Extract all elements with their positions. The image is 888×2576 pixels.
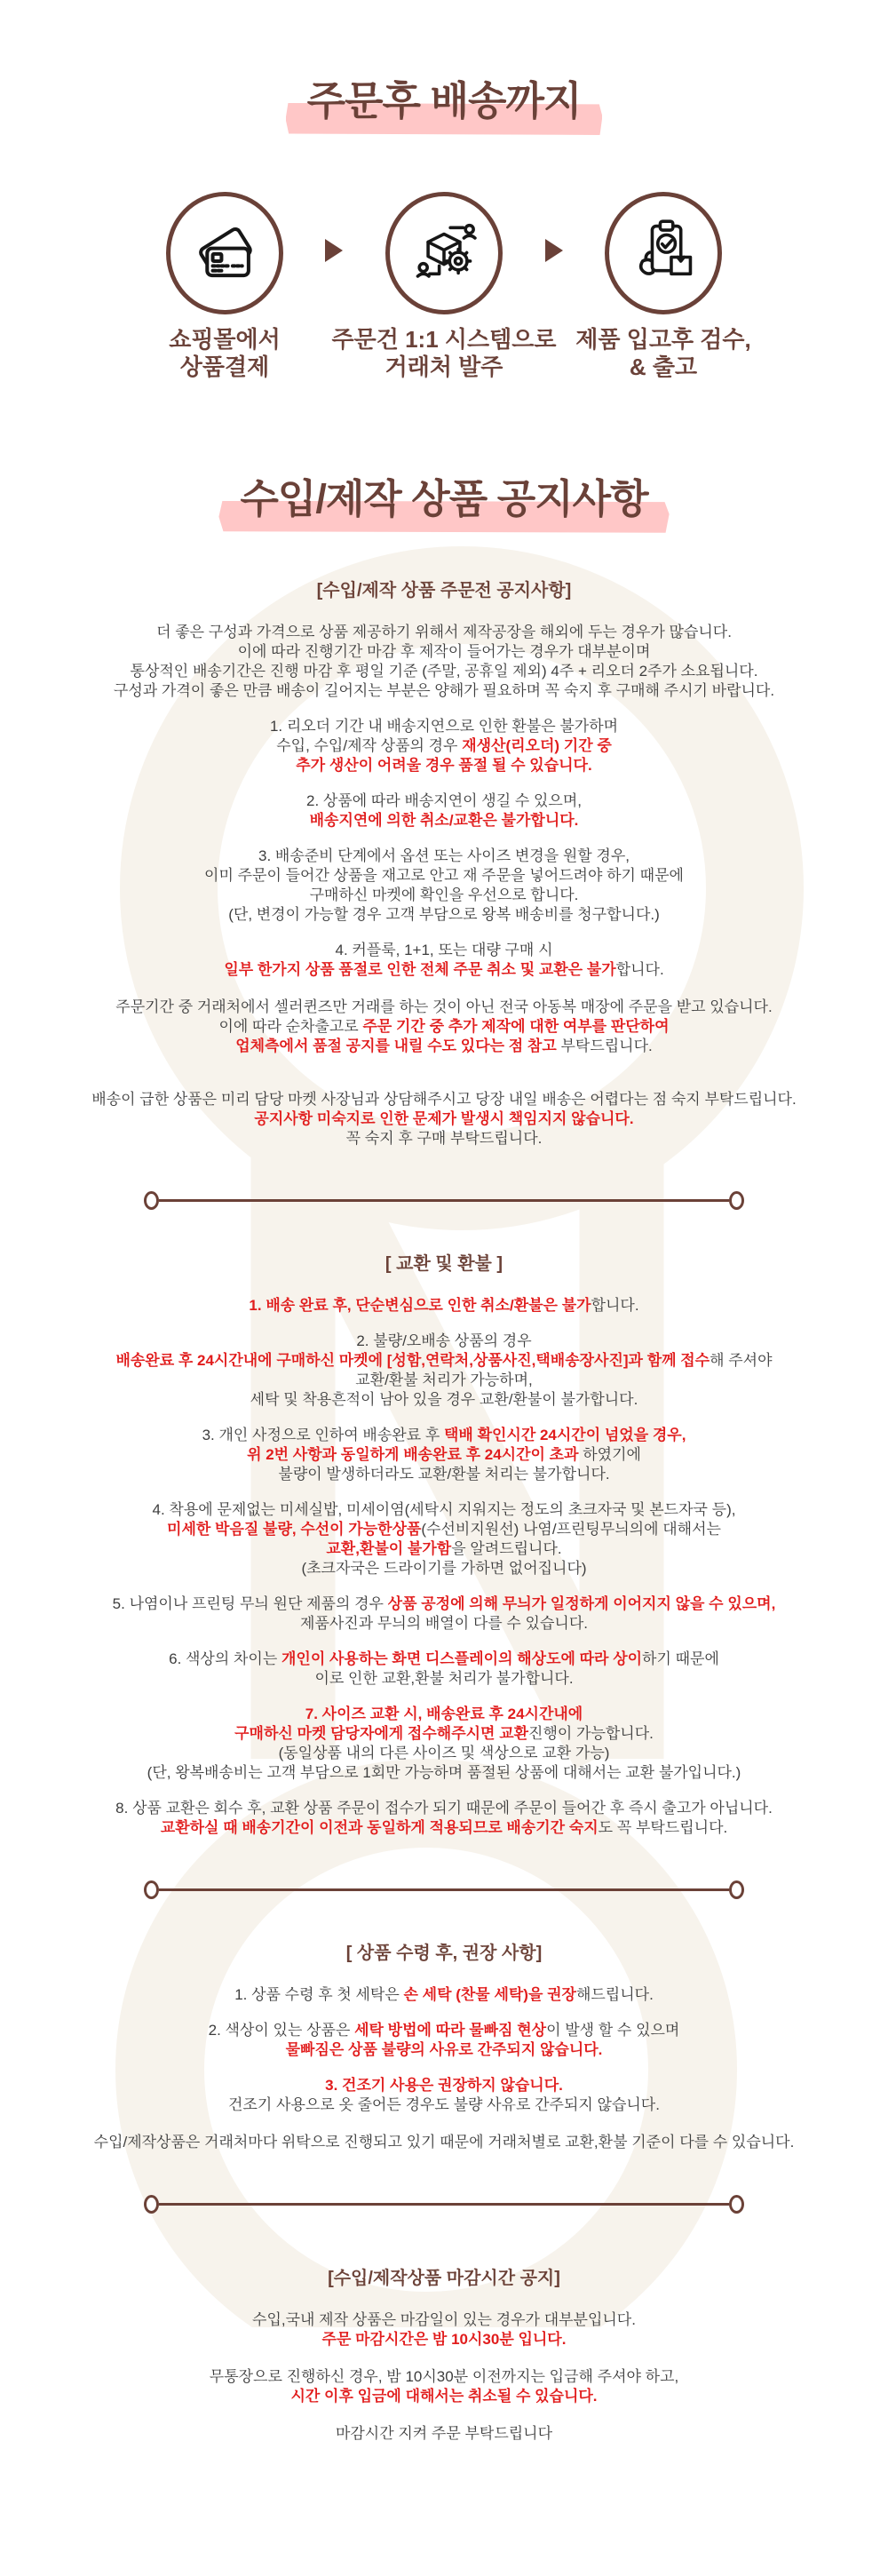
text-line: 수입,국내 제작 상품은 마감일이 있는 경우가 대부분입니다. [252, 2310, 636, 2328]
notice-pre-block-4 [0, 847, 888, 925]
step-circle [166, 192, 283, 314]
credit-card-icon [186, 215, 263, 291]
exchange-block-5 [0, 1594, 888, 1634]
notice-pre-block-1 [0, 623, 888, 701]
text-line: 마감시간 지켜 주문 부탁드립니다 [335, 2424, 553, 2442]
text-line: 교환하실 때 배송기간이 이전과 동일하게 적용되므로 배송기간 숙지도 꼭 부탁드립니다. [160, 1818, 728, 1836]
text-line: 6. 색상의 차이는 개인이 사용하는 화면 디스플레이의 해상도에 따라 상이하기 때문에 [169, 1650, 719, 1667]
section-pre-order-notice [0, 576, 888, 1149]
section-exchange-refund [0, 1249, 888, 1838]
step-label-line: 제품 입고후 검수, [575, 325, 751, 353]
text-line: 5. 나염이나 프린팅 무늬 원단 제품의 경우 상품 공정에 의해 무늬가 일정하게 이어지지 않을 수 있으며, [112, 1594, 776, 1612]
text-line: 추가 생산이 어려울 경우 품절 될 수 있습니다. [296, 756, 592, 774]
divider-ring-icon [144, 1191, 159, 1210]
text-line: 구성과 가격이 좋은 만큼 배송이 길어지는 부분은 양해가 필요하며 꼭 숙지 후 구매해 주시기 바랍니다. [113, 681, 775, 699]
section-heading: [ 상품 수령 후, 권장 사항] [345, 1943, 543, 1963]
text-line: (단, 변경이 가능할 경우 고객 부담으로 왕복 배송비를 청구합니다.) [228, 905, 660, 923]
after-receipt-block-1 [0, 1985, 888, 2005]
text-line: 2. 불량/오배송 상품의 경우 [356, 1332, 532, 1349]
text-line: 주문 마감시간은 밤 10시30분 입니다. [321, 2330, 567, 2348]
text-line: 업체측에서 품절 공지를 내릴 수도 있다는 점 참고 부탁드립니다. [235, 1037, 653, 1054]
text-line: 1. 배송 완료 후, 단순변심으로 인한 취소/환불은 불가합니다. [249, 1296, 639, 1314]
section-heading: [수입/제작상품 마감시간 공지] [328, 2268, 560, 2288]
text-line: 3. 건조기 사용은 권장하지 않습니다. [325, 2076, 563, 2094]
page-title-text: 주문후 배송까지 [306, 78, 582, 123]
text-line: 물빠짐은 상품 불량의 사유로 간주되지 않습니다. [285, 2040, 603, 2058]
text-line: 이에 따라 진행기간 마감 후 제작이 들어가는 경우가 대부분이며 [237, 642, 651, 660]
text-line: 공지사항 미숙지로 인한 문제가 발생시 책임지지 않습니다. [254, 1109, 634, 1127]
text-line: 일부 한가지 상품 품절로 인한 전체 주문 취소 및 교환은 불가합니다. [224, 960, 664, 978]
text-line: 4. 착용에 문제없는 미세실밥, 미세이염(세탁시 지워지는 정도의 초크자국 및 본드자국 등), [152, 1500, 736, 1518]
divider-line [159, 2203, 729, 2206]
exchange-block-6 [0, 1650, 888, 1689]
text-line: 3. 배송준비 단계에서 옵션 또는 사이즈 변경을 원할 경우, [258, 847, 630, 864]
step-label-line: 거래처 발주 [385, 353, 503, 380]
text-line: 수입, 수입/제작 상품의 경우 재생산(리오더) 기간 중 [276, 736, 612, 754]
notice-pre-block-3 [0, 791, 888, 831]
step-label-line: 상품결제 [179, 353, 270, 380]
divider-ring-icon [729, 2195, 744, 2214]
notice-header [0, 476, 888, 522]
divider-ring-icon [729, 1880, 744, 1899]
text-line: 3. 개인 사정으로 인하여 배송완료 후 택배 확인시간 24시간이 넘었을 경우, [202, 1426, 686, 1443]
after-receipt-block-4 [0, 2133, 888, 2152]
inspection-icon [625, 215, 702, 291]
text-line: 7. 사이즈 교환 시, 배송완료 후 24시간내에 [305, 1705, 583, 1722]
step-label [521, 326, 805, 381]
text-line: 구매하신 마켓 담당자에게 접수해주시면 교환진행이 가능합니다. [234, 1724, 654, 1742]
step-label-line: 주문건 1:1 시스템으로 [331, 325, 557, 353]
text-line: 이로 인한 교환,환불 처리가 불가합니다. [314, 1669, 574, 1687]
text-line: 미세한 박음질 불량, 수선이 가능한상품(수선비지원선) 나염/프린팅무늬의에 대해서는 [167, 1520, 721, 1538]
text-line: 배송완료 후 24시간내에 구매하신 마켓에 [성함,연락처,상품사진,택배송장사진]과 함께 접수해 주셔야 [115, 1351, 773, 1369]
divider-line [159, 1199, 729, 1202]
divider-ring-icon [144, 2195, 159, 2214]
text-line: 시간 이후 입금에 대해서는 취소될 수 있습니다. [290, 2387, 598, 2405]
text-line: 1. 상품 수령 후 첫 세탁은 손 세탁 (찬물 세탁)을 권장해드립니다. [234, 1985, 654, 2003]
notice-pre-block-7 [0, 1090, 888, 1149]
text-line: 교환/환불 처리가 가능하며, [355, 1371, 533, 1388]
section-heading: [ 교환 및 환불 ] [385, 1253, 503, 1274]
text-line: 수입/제작상품은 거래처마다 위탁으로 진행되고 있기 때문에 거래처별로 교환,환불 기준이 다를 수 있습니다. [93, 2133, 795, 2151]
text-line: 1. 리오더 기간 내 배송지연으로 인한 환불은 불가하며 [269, 717, 619, 735]
section-heading: [수입/제작 상품 주문전 공지사항] [316, 580, 572, 600]
step-circle [385, 192, 503, 314]
divider-ring-icon [729, 1191, 744, 1210]
text-line: 제품사진과 무늬의 배열이 다를 수 있습니다. [300, 1614, 588, 1632]
exchange-block-4 [0, 1500, 888, 1578]
text-line: 2. 상품에 따라 배송지연이 생길 수 있으며, [306, 791, 582, 809]
text-line: 배송이 급한 상품은 미리 담당 마켓 사장님과 상담해주시고 당장 내일 배송은 어렵다는 점 숙지 부탁드립니다. [91, 1090, 797, 1108]
text-line: 건조기 사용으로 옷 줄어든 경우도 불량 사유로 간주되지 않습니다. [228, 2095, 660, 2113]
text-line: 4. 커플룩, 1+1, 또는 대량 구매 시 [335, 941, 553, 958]
text-line: (초크자국은 드라이기를 가하면 없어집니다) [301, 1559, 587, 1577]
after-receipt-block-3 [0, 2076, 888, 2115]
page-title [307, 78, 582, 124]
deadline-block-3 [0, 2424, 888, 2444]
order-process-steps [0, 192, 888, 380]
notice-pre-block-5 [0, 941, 888, 980]
text-line: 이미 주문이 들어간 상품을 재고로 안고 재 주문을 넣어드려야 하기 때문에 [204, 866, 684, 884]
divider-ring-icon [144, 1880, 159, 1899]
section-divider [144, 1880, 744, 1899]
deadline-block-1 [0, 2310, 888, 2349]
text-line: 꼭 숙지 후 구매 부탁드립니다. [345, 1129, 543, 1147]
step-label-line: 쇼핑몰에서 [169, 325, 281, 353]
text-line: 이에 따라 순차출고로 주문 기간 중 추가 제작에 대한 여부를 판단하여 [218, 1017, 670, 1035]
text-line: 위 2번 사항과 동일하게 배송완료 후 24시간이 초과 하였기에 [247, 1445, 641, 1463]
notice-pre-block-6 [0, 998, 888, 1056]
step-label-line: & 출고 [629, 353, 698, 380]
step-circle [605, 192, 722, 314]
order-system-icon [406, 215, 482, 291]
text-line: 구매하신 마켓에 확인을 우선으로 합니다. [309, 886, 579, 903]
notice-pre-block-2 [0, 717, 888, 775]
text-line: 더 좋은 구성과 가격으로 상품 제공하기 위해서 제작공장을 해외에 두는 경우가 많습니다. [156, 623, 732, 640]
text-line: 배송지연에 의한 취소/교환은 불가합니다. [309, 811, 579, 829]
exchange-block-2 [0, 1332, 888, 1410]
text-line: (단, 왕복배송비는 고객 부담으로 1회만 가능하며 품절된 상품에 대해서는 교환 불가입니다.) [147, 1763, 741, 1781]
text-line: 2. 색상이 있는 상품은 세탁 방법에 따라 물빠짐 현상이 발생 할 수 있으며 [208, 2021, 680, 2039]
step-inspection [521, 192, 805, 381]
section-divider [144, 2195, 744, 2214]
exchange-block-3 [0, 1426, 888, 1484]
header [0, 0, 888, 124]
text-line: (동일상품 내의 다른 사이즈 및 색상으로 교환 가능) [278, 1744, 610, 1761]
text-line: 주문기간 중 거래처에서 셀러퀸즈만 거래를 하는 것이 아닌 전국 아동복 매장에 주문을 받고 있습니다. [115, 998, 773, 1015]
after-receipt-block-2 [0, 2021, 888, 2060]
section-divider [144, 1191, 744, 1210]
notice-title [240, 476, 647, 522]
notice-title-text: 수입/제작 상품 공지사항 [240, 475, 648, 521]
text-line: 무통장으로 진행하신 경우, 밤 10시30분 이전까지는 입금해 주셔야 하고, [209, 2367, 679, 2385]
text-line: 세탁 및 착용흔적이 남아 있을 경우 교환/환불이 불가합니다. [250, 1390, 638, 1408]
text-line: 교환,환불이 불가함을 알려드립니다. [326, 1539, 562, 1557]
exchange-block-1 [0, 1296, 888, 1316]
divider-line [159, 1888, 729, 1891]
exchange-block-8 [0, 1799, 888, 1838]
deadline-block-2 [0, 2367, 888, 2406]
text-line: 8. 상품 교환은 회수 후, 교환 상품 주문이 접수가 되기 때문에 주문이 들어간 후 즉시 출고가 아닙니다. [115, 1799, 773, 1817]
exchange-block-7 [0, 1705, 888, 1783]
section-deadline-notice [0, 2263, 888, 2444]
text-line: 불량이 발생하더라도 교환/환불 처리는 불가합니다. [278, 1465, 610, 1483]
text-line: 통상적인 배송기간은 진행 마감 후 평일 기준 (주말, 공휴일 제외) 4주 + 리오더 2주가 소요됩니다. [130, 662, 758, 680]
section-after-receipt [0, 1938, 888, 2152]
